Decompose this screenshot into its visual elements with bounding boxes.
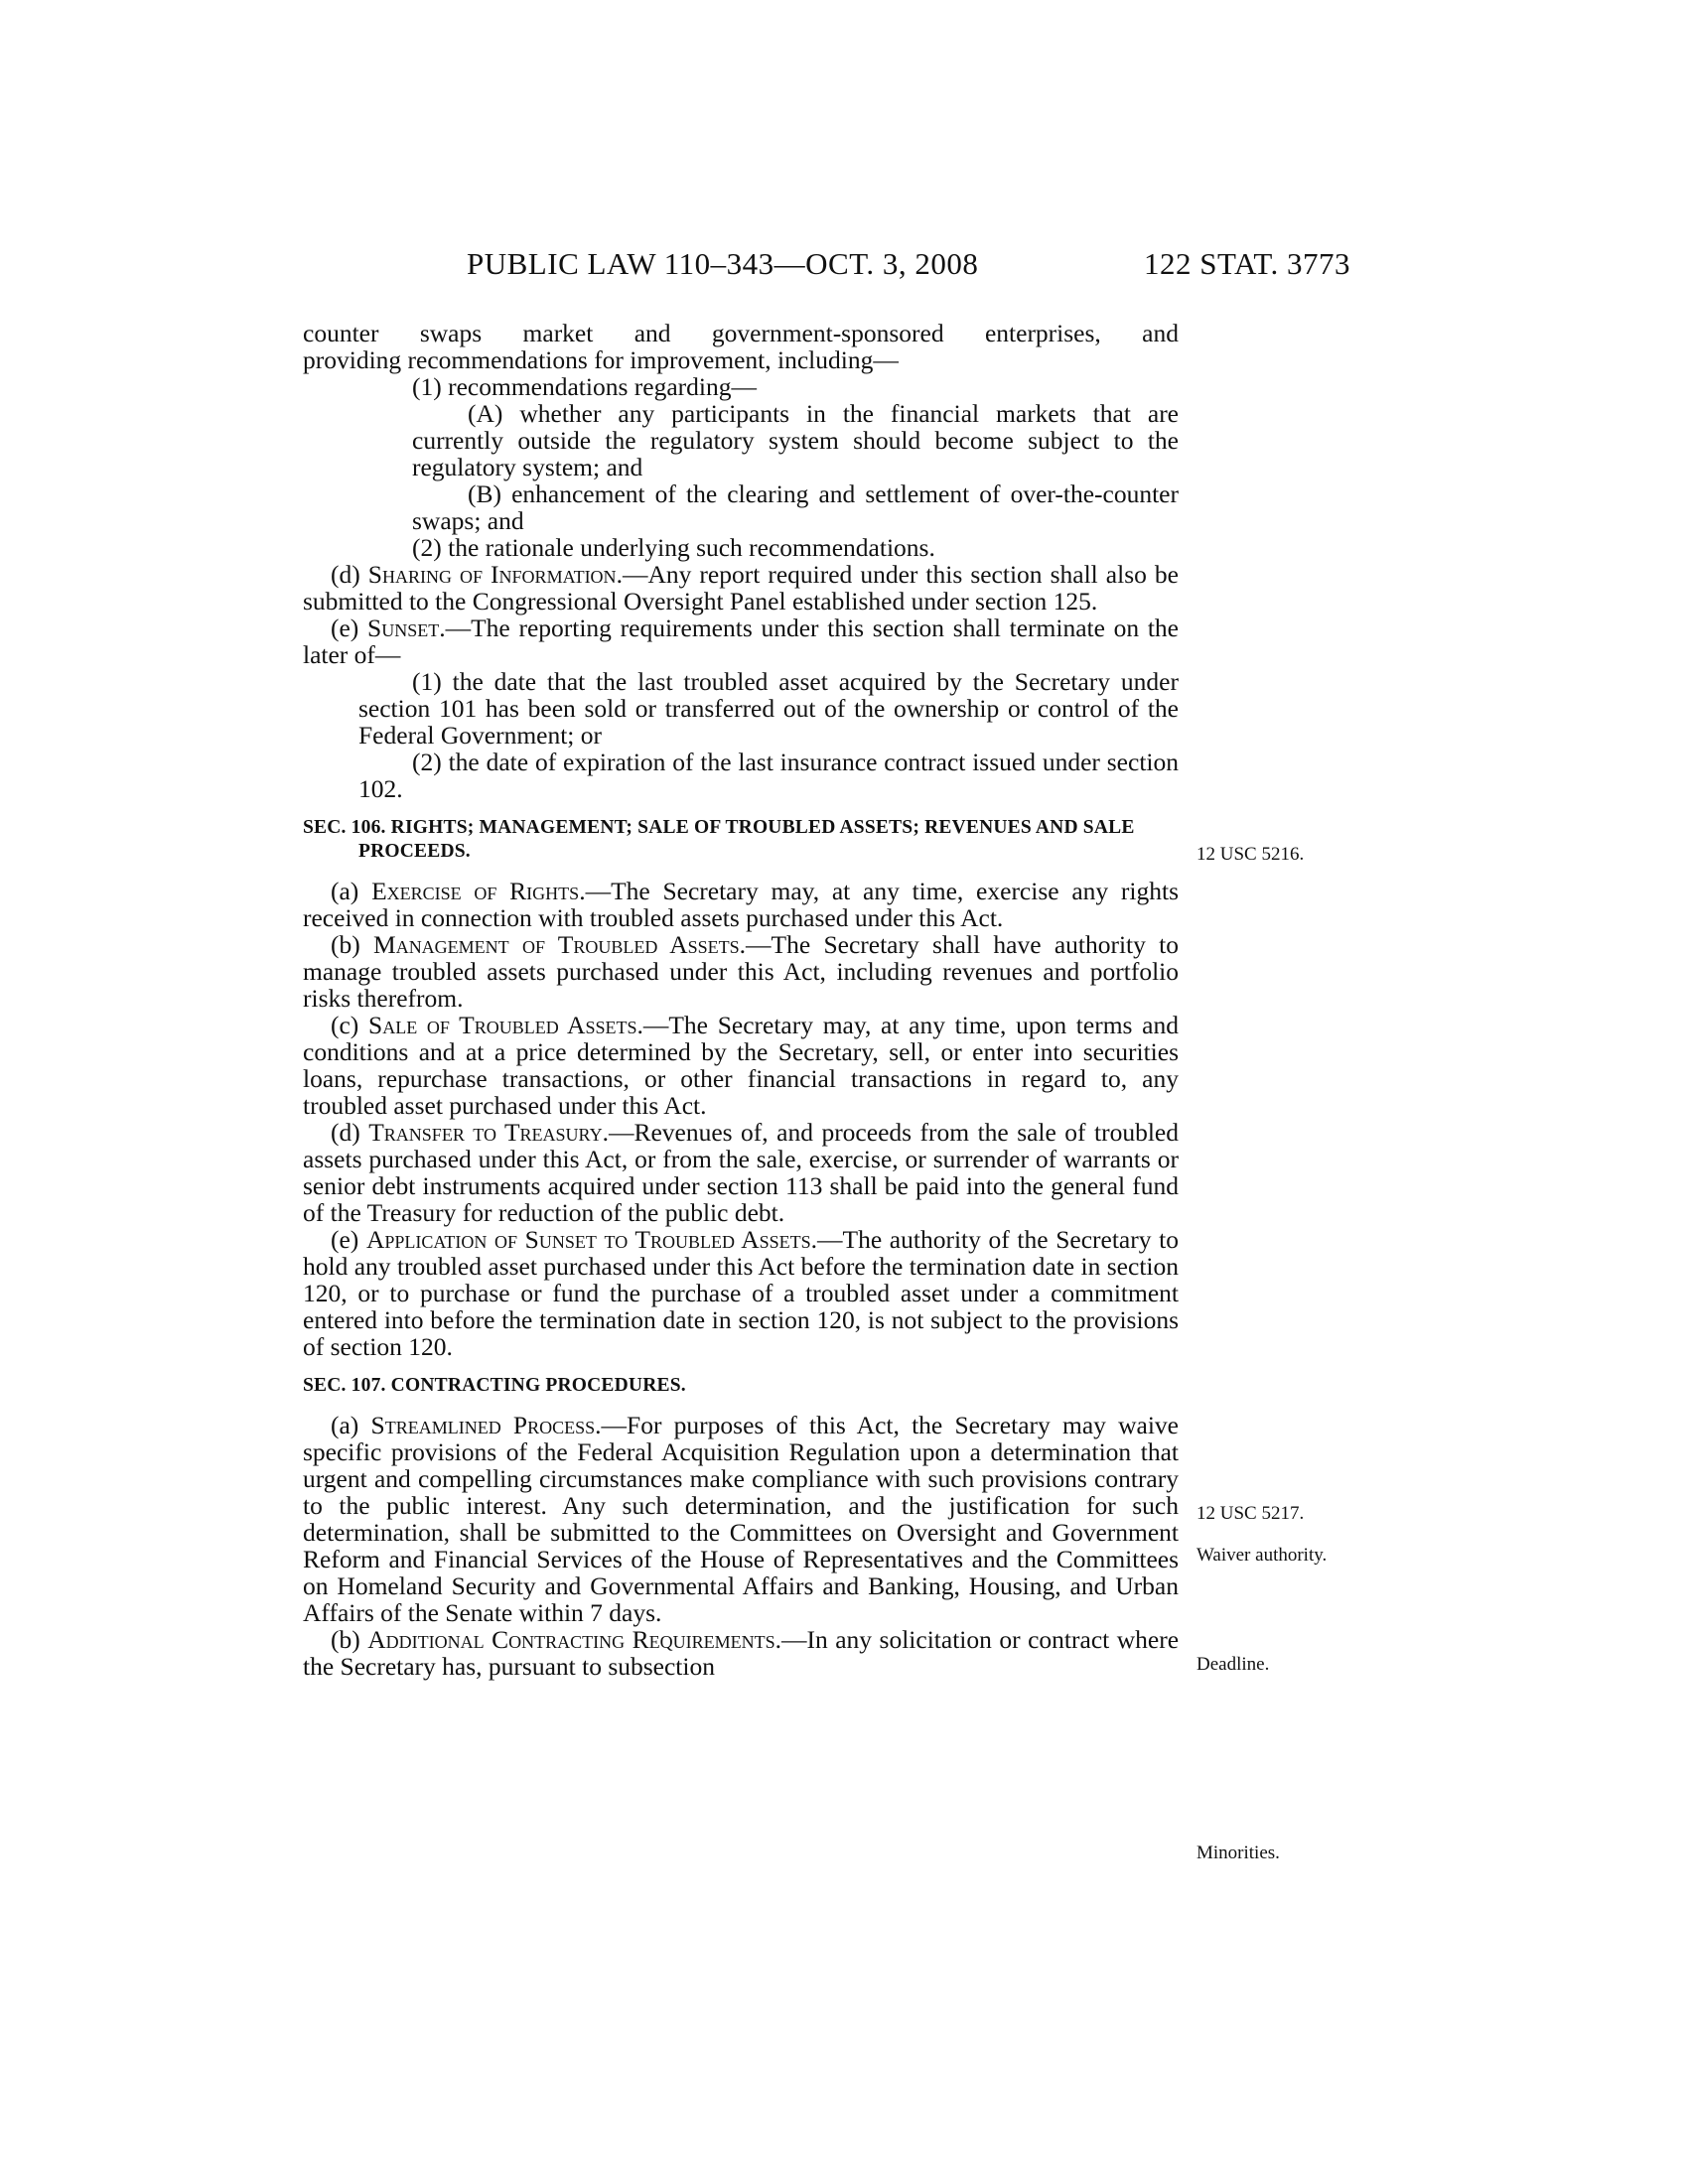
subsection-label: (d) [331,560,368,589]
subsection-107b [303,1626,1179,1680]
subsection-heading: Application of Sunset to Troubled Assets [365,1225,811,1254]
margin-note-deadline: Deadline. [1196,1654,1270,1675]
subsection-label: (a) [331,1411,371,1439]
section-106-heading: SEC. 106. RIGHTS; MANAGEMENT; SALE OF TROUBLED ASSETS; REVENUES AND SALE PROCEEDS. [303,817,1135,862]
subsection-text: .—The reporting requirements under this section shall terminate on the later of— [303,614,1179,669]
subsection-text: .—The Secretary may, at any time, upon terms and conditions and at a price determined by the Secretary, sell, or enter into securities loans, repurchase transactions, or other financial transactions in regard to, any troubled asset purchased under this Act. [303,1011,1179,1120]
margin-note-usc-5217: 12 USC 5217. [1196,1503,1305,1524]
margin-note-usc-5216: 12 USC 5216. [1196,844,1305,865]
header-title: PUBLIC LAW 110–343—OCT. 3, 2008 [467,246,979,281]
subsection-106c [303,1012,1179,1119]
margin-note-waiver-authority: Waiver authority. [1196,1545,1328,1566]
running-header [0,246,1688,286]
subsection-text: .—Any report required under this section shall also be submitted to the Congressional Oversight Panel established under section 125. [303,560,1179,615]
section-107-heading: SEC. 107. CONTRACTING PROCEDURES. [303,1375,686,1396]
subsection-heading: Additional Contracting Requirements [367,1625,775,1654]
list-item: (1) recommendations regarding— [412,372,757,401]
subsection-text: .—The Secretary may, at any time, exercise any rights received in connection with troubled assets purchased under this Act. [303,877,1179,932]
subsection-106b [303,931,1179,1012]
list-item: (1) the date that the last troubled asset acquired by the Secretary under section 101 has been sold or transferred out of the ownership or control of the Federal Government; or [358,667,1179,750]
subsection-label: (b) [331,930,374,959]
subsection-text: .—In any solicitation or contract where the Secretary has, pursuant to subsection [303,1625,1180,1681]
header-page-reference: 122 STAT. 3773 [1144,246,1351,281]
subsection-106e [303,1226,1179,1360]
subsection-label: (a) [331,877,372,905]
subsection-heading: Management of Troubled Assets [373,930,740,959]
body-text [303,320,1179,1680]
subsection-label: (d) [331,1118,369,1147]
subsection-heading: Sharing of Information [367,560,617,589]
subsection-e [303,614,1179,668]
subsection-text: .—The authority of the Secretary to hold any troubled asset purchased under this Act before the termination date in section 120, or to purchase or fund the purchase of a troubled asset under a commitment entered into before the termination date in section 120, is not subject to the provisions of section 120. [303,1225,1179,1361]
margin-note-minorities: Minorities. [1196,1843,1280,1863]
subsection-text: .—Revenues of, and proceeds from the sale of troubled assets purchased under this Act, or from the sale, exercise, or surrender of warrants or senior debt instruments acquired under section 113 shall be paid into the general fund of the Treasury for reduction of the public debt. [303,1118,1180,1227]
list-item: (2) the rationale underlying such recommendations. [412,533,935,562]
subsection-heading: Transfer to Treasury [368,1118,603,1147]
subsection-label: (e) [331,614,368,642]
subsection-heading: Sale of Troubled Assets [368,1011,637,1039]
subsection-text: .—For purposes of this Act, the Secretary may waive specific provisions of the Federal Acquisition Regulation upon a determination that urgent and compelling circumstances make compliance with such provisions contrary to the public interest. Any such determination, and the justification for such determination, shall be submitted to the Committees on Oversight and Government Reform and Financial Services of the House of Representatives and the Committees on Homeland Security and Governmental Affairs and Banking, Housing, and Urban Affairs of the Senate within 7 days. [303,1411,1179,1627]
subsection-d [303,561,1179,614]
list-item: (2) the date of expiration of the last insurance contract issued under section 102. [358,748,1179,803]
subsection-label: (e) [331,1225,366,1254]
continuation-line: providing recommendations for improvement, including— [303,345,899,374]
subsection-heading: Sunset [367,614,440,642]
continuation-line: counter swaps market and government-sponsored enterprises, and [303,319,1179,347]
list-item: (A) whether any participants in the financial markets that are currently outside the regulatory system should become subject to the regulatory system; and [412,399,1179,481]
subsection-106a [303,878,1179,931]
subsection-107a [303,1412,1179,1626]
subsection-heading: Exercise of Rights [371,877,580,905]
subsection-label: (b) [331,1625,368,1654]
subsection-heading: Streamlined Process [370,1411,596,1439]
subsection-106d [303,1119,1179,1226]
subsection-text: .—The Secretary shall have authority to manage troubled assets purchased under this Act, including revenues and portfolio risks therefrom. [303,930,1179,1013]
subsection-label: (c) [331,1011,369,1039]
list-item: (B) enhancement of the clearing and settlement of over-the-counter swaps; and [412,479,1179,535]
